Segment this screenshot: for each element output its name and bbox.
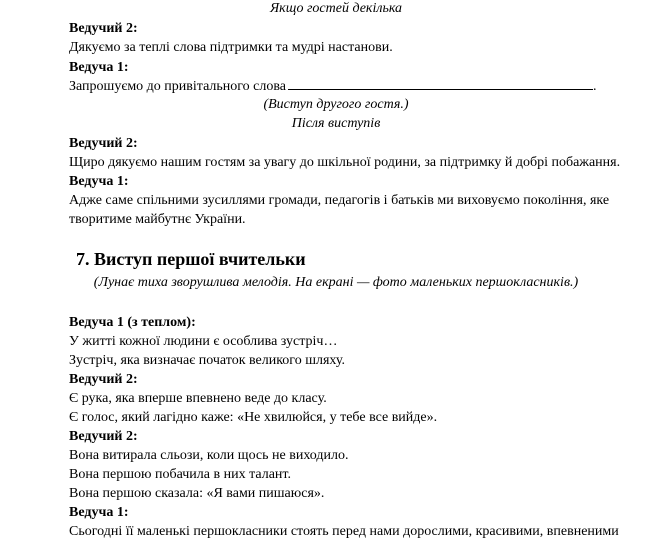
- dialogue-line: Сьогодні її маленькі першокласники стоять перед нами дорослими, красивими, впевненими: [69, 524, 619, 539]
- speaker-label: Ведучий 2:: [69, 372, 138, 387]
- speaker-label: Ведучий 2:: [69, 21, 138, 36]
- stage-note-melody: (Лунає тиха зворушлива мелодія. На екрані — фото маленьких першокласників.): [93, 275, 579, 290]
- dialogue-line: У житті кожної людини є особлива зустріч…: [69, 334, 338, 349]
- dialogue-line: Є голос, який лагідно каже: «Не хвилюйся, у тебе все вийде».: [69, 410, 438, 425]
- dialogue-line: Вона першою сказала: «Я вами пишаюся».: [69, 486, 325, 501]
- speaker-label: Ведуча 1 (з теплом):: [69, 315, 196, 330]
- speaker-label: Ведуча 1:: [69, 60, 129, 75]
- dialogue-line-with-blank: [69, 77, 597, 96]
- speaker-label: Ведуча 1:: [69, 505, 129, 520]
- speaker-label: Ведучий 2:: [69, 136, 138, 151]
- dialogue-line: Дякуємо за теплі слова підтримки та мудрі настанови.: [69, 40, 393, 55]
- stage-note-second-guest: (Виступ другого гостя.): [263, 97, 409, 112]
- period: .: [593, 79, 597, 94]
- dialogue-line: Вона першою побачила в них талант.: [69, 467, 291, 482]
- stage-note-after-speeches: Після виступів: [291, 116, 381, 131]
- dialogue-line: Вона витирала сльози, коли щось не виходило.: [69, 448, 349, 463]
- speaker-label: Ведуча 1:: [69, 174, 129, 189]
- dialogue-line: Зустріч, яка визначає початок великого шляху.: [69, 353, 345, 368]
- fill-in-blank: [288, 77, 593, 90]
- dialogue-line: творитиме майбутнє України.: [69, 212, 246, 227]
- section-heading: 7. Виступ першої вчительки: [76, 249, 306, 269]
- invitation-text: Запрошуємо до привітального слова: [69, 79, 287, 94]
- dialogue-line: Адже саме спільними зусиллями громади, педагогів і батьків ми виховуємо покоління, яке: [69, 193, 610, 208]
- dialogue-line: Є рука, яка вперше впевнено веде до класу.: [69, 391, 327, 406]
- speaker-label: Ведучий 2:: [69, 429, 138, 444]
- stage-note-several-guests: Якщо гостей декілька: [269, 1, 403, 16]
- dialogue-line: Щиро дякуємо нашим гостям за увагу до шкільної родини, за підтримку й добрі побажання.: [69, 155, 621, 170]
